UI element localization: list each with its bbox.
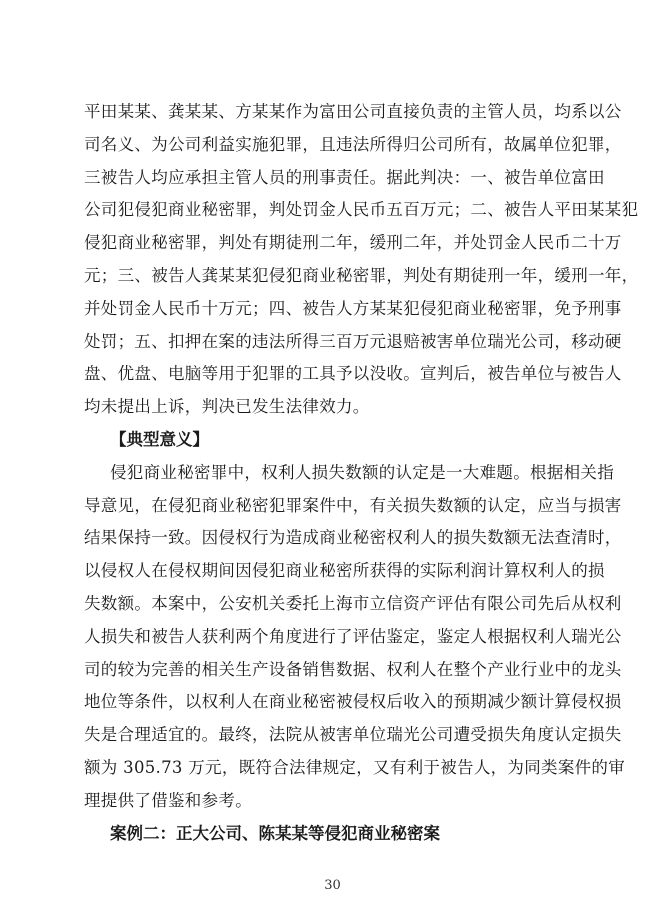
paragraph-line: 并处罚金人民币十万元；四、被告人方某某犯侵犯商业秘密罪，免予刑事 [84, 299, 622, 318]
paragraph-line: 侵犯商业秘密罪中，权利人损失数额的认定是一大难题。根据相关指 [110, 463, 614, 482]
paragraph-line: 三被告人均应承担主管人员的刑事责任。据此判决：一、被告单位富田 [84, 168, 605, 187]
page-number: 30 [324, 878, 341, 893]
paragraph-line: 失数额。本案中，公安机关委托上海市立信资产评估有限公司先后从权利 [84, 594, 622, 613]
paragraph-line: 均未提出上诉，判决已发生法律效力。 [84, 397, 370, 416]
paragraph-line: 理提供了借鉴和参考。 [84, 791, 252, 810]
paragraph-line: 司的较为完善的相关生产设备销售数据、权利人在整个产业行业中的龙头 [84, 660, 622, 679]
paragraph-line: 平田某某、龚某某、方某某作为富田公司直接负责的主管人员，均系以公 [84, 102, 622, 121]
paragraph-line: 额为 305.73 万元，既符合法律规定，又有利于被告人，为同类案件的审 [84, 758, 626, 777]
paragraph-line: 导意见，在侵犯商业秘密犯罪案件中，有关损失数额的认定，应当与损害 [84, 496, 622, 515]
paragraph-line: 结果保持一致。因侵权行为造成商业秘密权利人的损失数额无法查清时， [84, 528, 622, 547]
case-heading: 案例二：正大公司、陈某某等侵犯商业秘密案 [110, 824, 440, 843]
paragraph-line: 人损失和被告人获利两个角度进行了评估鉴定，鉴定人根据权利人瑞光公 [84, 627, 622, 646]
paragraph-line: 地位等条件，以权利人在商业秘密被侵权后收入的预期减少额计算侵权损 [84, 692, 622, 711]
paragraph-line: 处罚；五、扣押在案的违法所得三百万元退赔被害单位瑞光公司，移动硬 [84, 332, 622, 351]
section-heading: 【典型意义】 [110, 430, 209, 449]
paragraph-line: 以侵权人在侵权期间因侵犯商业秘密所获得的实际利润计算权利人的损 [84, 561, 605, 580]
paragraph-line: 盘、优盘、电脑等用于犯罪的工具予以没收。宣判后，被告单位与被告人 [84, 364, 622, 383]
paragraph-line: 侵犯商业秘密罪，判处有期徒刑二年，缓刑二年，并处罚金人民币二十万 [84, 233, 622, 252]
paragraph-line: 公司犯侵犯商业秘密罪，判处罚金人民币五百万元；二、被告人平田某某犯 [84, 200, 639, 219]
paragraph-line: 失是合理适宜的。最终，法院从被害单位瑞光公司遭受损失角度认定损失 [84, 725, 622, 744]
paragraph-line: 元；三、被告人龚某某犯侵犯商业秘密罪，判处有期徒刑一年，缓刑一年， [84, 266, 639, 285]
paragraph-line: 司名义、为公司利益实施犯罪，且违法所得归公司所有，故属单位犯罪， [84, 135, 622, 154]
